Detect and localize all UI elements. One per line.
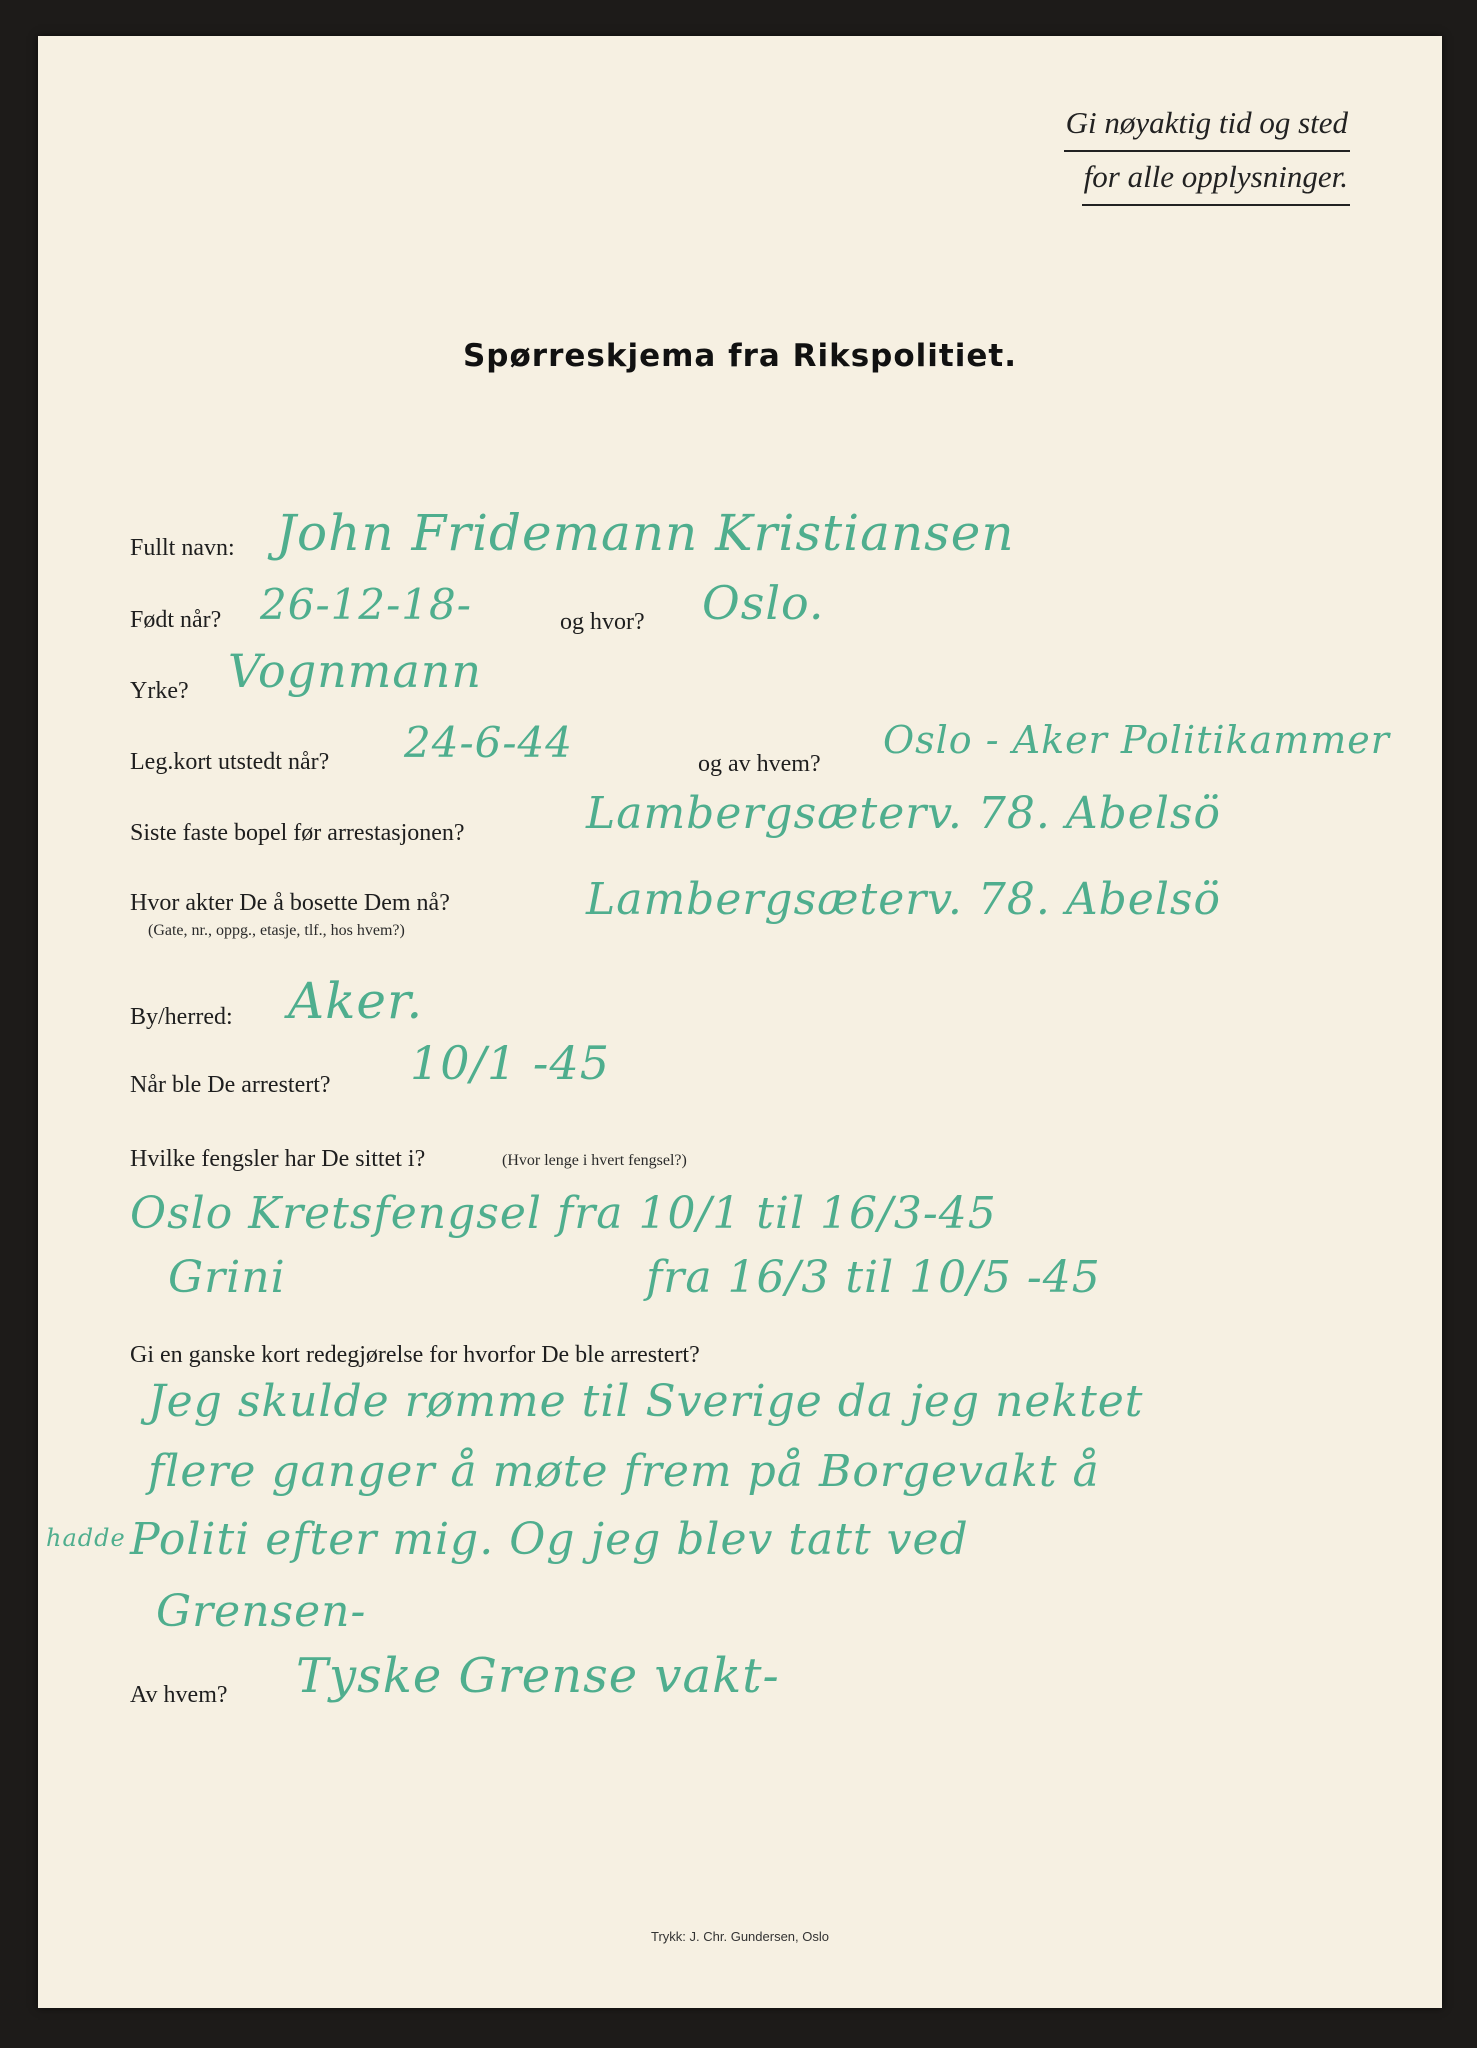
- arrest-date-label: Når ble De arrestert?: [130, 1072, 331, 1098]
- reason-line-2: flere ganger å møte frem på Borgevakt å: [148, 1446, 1100, 1497]
- reason-line-3: Politi efter mig. Og jeg blev tatt ved: [130, 1514, 969, 1565]
- printer-imprint: Trykk: J. Chr. Gundersen, Oslo: [651, 1929, 829, 1944]
- municipality-label: By/herred:: [130, 1004, 233, 1030]
- future-residence-label: Hvor akter De å bosette Dem nå?: [130, 890, 450, 916]
- born-when-label: Født når?: [130, 607, 222, 633]
- prisons-hint: (Hvor lenge i hvert fengsel?): [502, 1152, 687, 1169]
- instruction-line-2: for alle opplysninger.: [1082, 152, 1350, 206]
- reason-label: Gi en ganske kort redegjørelse for hvorfor De ble arrestert?: [130, 1342, 700, 1368]
- issued-by-label: og av hvem?: [698, 751, 821, 777]
- full-name-value: John Fridemann Kristiansen: [276, 504, 1015, 562]
- born-when-value: 26-12-18-: [260, 580, 472, 629]
- future-residence-value: Lambergsæterv. 78. Abelsö: [586, 874, 1221, 925]
- reason-margin-note: hadde: [46, 1524, 126, 1552]
- prisons-line-2-place: Grini: [168, 1252, 286, 1303]
- instruction-line-1: Gi nøyaktig tid og sted: [1064, 98, 1350, 152]
- form-title: Spørreskjema fra Rikspolitiet.: [462, 338, 1017, 374]
- prisons-label: Hvilke fengsler har De sittet i?: [130, 1146, 426, 1172]
- arrest-date-value: 10/1 -45: [410, 1036, 610, 1090]
- arrested-by-value: Tyske Grense vakt-: [296, 1648, 780, 1704]
- prisons-line-2-dates: fra 16/3 til 10/5 -45: [646, 1252, 1101, 1303]
- municipality-value: Aker.: [288, 972, 424, 1030]
- instruction-note: [1064, 98, 1350, 206]
- issued-by-value: Oslo - Aker Politikammer: [883, 718, 1390, 762]
- future-residence-hint: (Gate, nr., oppg., etasje, tlf., hos hvem?): [148, 922, 405, 939]
- id-card-label: Leg.kort utstedt når?: [130, 749, 330, 775]
- full-name-label: Fullt navn:: [130, 535, 235, 561]
- occupation-label: Yrke?: [130, 678, 189, 704]
- last-residence-value: Lambergsæterv. 78. Abelsö: [586, 788, 1221, 839]
- arrested-by-label: Av hvem?: [130, 1682, 228, 1708]
- reason-line-1: Jeg skulde rømme til Sverige da jeg nektet: [148, 1376, 1144, 1427]
- reason-line-4: Grensen-: [156, 1586, 367, 1637]
- id-card-value: 24-6-44: [404, 718, 573, 767]
- form-sheet: [38, 36, 1442, 2008]
- last-residence-label: Siste faste bopel før arrestasjonen?: [130, 820, 465, 846]
- born-where-value: Oslo.: [702, 576, 825, 630]
- occupation-value: Vognmann: [228, 644, 483, 698]
- born-where-label: og hvor?: [560, 609, 645, 635]
- prisons-line-1: Oslo Kretsfengsel fra 10/1 til 16/3-45: [130, 1188, 997, 1239]
